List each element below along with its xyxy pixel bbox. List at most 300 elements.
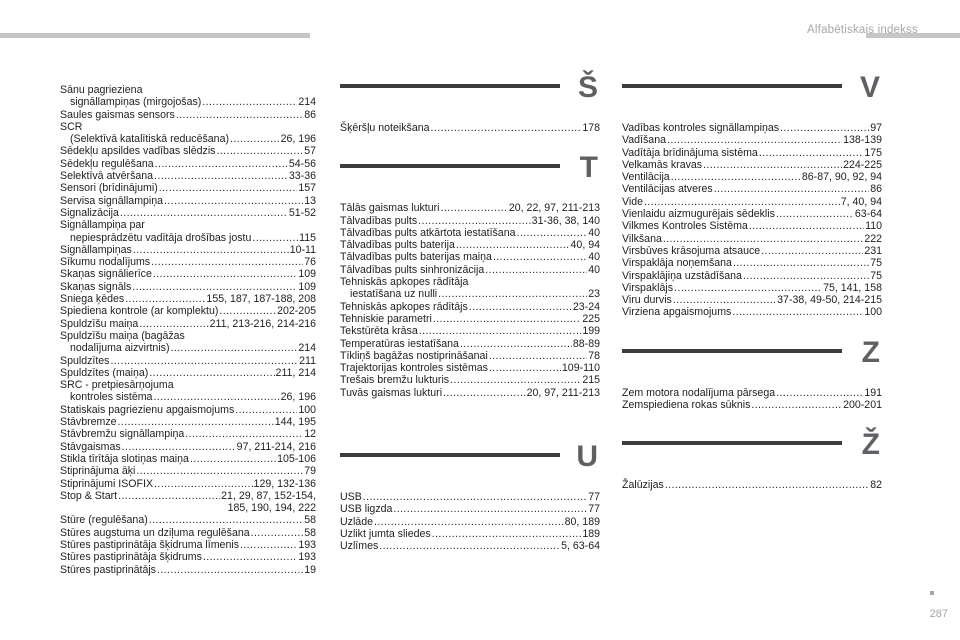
index-entry-pages: 215 bbox=[582, 374, 600, 387]
index-entry bbox=[60, 355, 316, 367]
index-entry-term: Servisa signāllampiņa bbox=[60, 194, 164, 207]
dot-leader bbox=[252, 232, 298, 244]
index-entry-term: Tālvadības pults bbox=[340, 214, 418, 227]
index-entry-term: Skaņas signāls bbox=[60, 280, 132, 293]
index-entry bbox=[60, 391, 316, 403]
index-entry bbox=[60, 527, 316, 539]
index-entry bbox=[340, 239, 600, 251]
index-entry bbox=[340, 362, 600, 374]
section-letter-header bbox=[340, 71, 600, 114]
index-entry-pages: 222 bbox=[864, 232, 882, 245]
dot-leader bbox=[110, 355, 298, 367]
index-entry bbox=[60, 305, 316, 317]
index-entry-term: Stūres pastiprinātāja šķidrums bbox=[60, 551, 202, 564]
index-entry-term: Virziena apgaismojums bbox=[622, 306, 732, 319]
index-column-1 bbox=[60, 84, 316, 576]
dot-leader bbox=[714, 183, 870, 195]
index-entry bbox=[60, 428, 316, 440]
index-entry-term: nepiesprādzētu vadītāja drošības jostu bbox=[70, 231, 252, 244]
index-entry-term: Skaņas signālierīce bbox=[60, 268, 152, 281]
index-entry-pages: 40 bbox=[588, 226, 600, 239]
index-entry-pages: 54-56 bbox=[288, 157, 316, 170]
index-entry-pages: 63-64 bbox=[854, 208, 882, 221]
dot-leader bbox=[671, 171, 801, 183]
index-entry-pages: 157 bbox=[298, 182, 316, 195]
dot-leader bbox=[733, 257, 869, 269]
index-entry bbox=[340, 516, 600, 528]
index-entry-pages: 86 bbox=[304, 108, 316, 121]
dot-leader bbox=[673, 294, 776, 306]
dot-leader bbox=[155, 158, 288, 170]
index-entry-pages: 224-225 bbox=[843, 158, 882, 171]
index-entry-heading: Tehniskās apkopes rādītāja bbox=[340, 276, 469, 289]
index-entry-term: Trajektorijas kontroles sistēmas bbox=[340, 362, 488, 375]
dot-leader bbox=[703, 159, 842, 171]
index-entry bbox=[622, 306, 882, 318]
dot-leader bbox=[157, 564, 303, 576]
index-entry-term: Velkamās kravas bbox=[622, 158, 703, 171]
index-entry-pages: 193 bbox=[298, 551, 316, 564]
index-entry-term: iestatīšana uz nulli bbox=[350, 288, 438, 301]
index-entry bbox=[622, 220, 882, 232]
index-entry bbox=[60, 109, 316, 121]
dot-leader bbox=[743, 270, 869, 282]
dot-leader bbox=[438, 288, 587, 300]
index-entry-pages: 77 bbox=[588, 491, 600, 504]
index-entry bbox=[622, 282, 882, 294]
dot-leader bbox=[153, 391, 279, 403]
index-entry-heading: SCR bbox=[60, 120, 83, 133]
dot-leader bbox=[171, 342, 298, 354]
dot-leader bbox=[240, 539, 297, 551]
index-entry-pages: 109-110 bbox=[561, 362, 600, 375]
index-entry-term: Sniega ķēdes bbox=[60, 293, 125, 306]
index-entry-pages: 189 bbox=[582, 527, 600, 540]
index-entry bbox=[622, 147, 882, 159]
dot-leader bbox=[190, 453, 276, 465]
index-entry bbox=[340, 122, 600, 134]
index-entry-pages: 211, 214 bbox=[275, 366, 316, 379]
index-entry-term: Tekstūrēta krāsa bbox=[340, 325, 418, 338]
index-entry-pages: 23 bbox=[588, 288, 600, 301]
index-entry-term: Stūres pastiprinātāja šķidruma līmenis bbox=[60, 538, 239, 551]
index-entry-term: Stūre (regulēšana) bbox=[60, 514, 148, 527]
dot-leader bbox=[485, 264, 587, 276]
index-entry-term: Virspaklāja noņemšana bbox=[622, 257, 732, 270]
index-entry-pages: 193 bbox=[298, 538, 316, 551]
index-entry-pages: 175 bbox=[864, 146, 882, 159]
index-entry-term: kontroles sistēma bbox=[70, 391, 153, 404]
index-entry-term: Vide bbox=[622, 195, 644, 208]
index-entry-term: (Selektīvā katalītiskā reducēšana) bbox=[70, 133, 229, 146]
index-entry-pages: 20, 22, 97, 211-213 bbox=[508, 202, 600, 215]
header-rule-left bbox=[0, 33, 310, 38]
section-rule bbox=[622, 349, 842, 353]
index-entry-pages: 86-87, 90, 92, 94 bbox=[801, 171, 882, 184]
index-column-3 bbox=[622, 71, 882, 492]
index-entry-term: Vadības kontroles signāllampiņas bbox=[622, 122, 780, 134]
dot-leader bbox=[216, 145, 303, 157]
index-entry-term: Tehniskās apkopes rādītājs bbox=[340, 300, 468, 313]
dot-leader bbox=[644, 196, 840, 208]
dot-leader bbox=[118, 416, 274, 428]
index-entry bbox=[622, 270, 882, 282]
section-spacer bbox=[622, 411, 882, 441]
index-entry-pages: 51-52 bbox=[288, 206, 316, 219]
index-entry-pages: 100 bbox=[864, 306, 882, 319]
index-entry-pages: 26, 196 bbox=[280, 133, 316, 146]
index-entry bbox=[60, 367, 316, 379]
index-entry-continuation: 185, 190, 194, 222 bbox=[227, 502, 316, 515]
index-entry bbox=[340, 374, 600, 386]
index-entry bbox=[60, 281, 316, 293]
index-entry bbox=[60, 232, 316, 244]
index-entry-pages: 40, 94 bbox=[570, 239, 600, 252]
index-entry bbox=[60, 256, 316, 268]
index-entry-pages: 88-89 bbox=[572, 337, 600, 350]
index-entry-term: Stop & Start bbox=[60, 489, 118, 502]
index-entry-term: Uzlikt jumta sliedes bbox=[340, 527, 431, 540]
dot-leader bbox=[151, 256, 303, 268]
index-entry bbox=[60, 170, 316, 182]
index-entry-pages: 129, 132-136 bbox=[253, 477, 316, 490]
dot-leader bbox=[469, 301, 572, 313]
section-rule bbox=[622, 441, 842, 445]
index-entry-term: Sēdekļu regulēšana bbox=[60, 157, 154, 170]
section-letter-header bbox=[622, 428, 882, 471]
dot-leader bbox=[203, 551, 297, 563]
index-entry bbox=[60, 268, 316, 280]
index-entry-pages: 21, 29, 87, 152-154, bbox=[221, 489, 316, 502]
index-entry-pages: 37-38, 49-50, 214-215 bbox=[777, 294, 882, 307]
index-entry-term: signāllampiņas (mirgojošas) bbox=[70, 96, 202, 109]
index-entry-pages: 12 bbox=[304, 428, 316, 441]
section-rule bbox=[340, 453, 560, 457]
index-entry bbox=[622, 479, 882, 491]
dot-leader bbox=[432, 528, 582, 540]
index-entry-term: Sīkumu nodalījums bbox=[60, 256, 151, 269]
index-entry-term: Temperatūras iestatīšana bbox=[340, 337, 459, 350]
index-entry-pages: 86 bbox=[870, 183, 882, 196]
dot-leader bbox=[674, 282, 822, 294]
index-entry-pages: 7, 40, 94 bbox=[840, 195, 882, 208]
dot-leader bbox=[164, 195, 303, 207]
index-entry-pages: 105-106 bbox=[277, 452, 316, 465]
dot-leader bbox=[489, 350, 587, 362]
index-entry-term: Stūres augstuma un dziļuma regulēšana bbox=[60, 526, 250, 539]
index-entry-pages: 109 bbox=[298, 280, 316, 293]
index-column-2 bbox=[340, 71, 600, 553]
index-entry-term: Stiprinājuma āķi bbox=[60, 465, 136, 478]
page-header-title: Alfabētiskais indekss bbox=[807, 24, 918, 36]
index-entry-pages: 110 bbox=[865, 220, 882, 233]
dot-leader bbox=[251, 527, 304, 539]
index-entry-pages: 13 bbox=[304, 194, 316, 207]
index-entry bbox=[340, 540, 600, 552]
index-entry bbox=[622, 122, 882, 134]
index-entry bbox=[60, 133, 316, 145]
section-letter: T bbox=[579, 151, 598, 185]
dot-leader bbox=[133, 244, 289, 256]
section-rule bbox=[340, 164, 560, 168]
index-entry bbox=[60, 318, 316, 330]
index-entry bbox=[60, 453, 316, 465]
dot-leader bbox=[202, 96, 297, 108]
dot-leader bbox=[663, 233, 863, 245]
dot-leader bbox=[433, 313, 581, 325]
dot-leader bbox=[122, 441, 236, 453]
index-entry-pages: 10-11 bbox=[289, 243, 316, 256]
index-entry-term: Zemspiediena rokas sūknis bbox=[622, 399, 751, 412]
section-spacer bbox=[340, 134, 600, 164]
index-entry-pages: 5, 63-64 bbox=[561, 540, 600, 553]
index-entry-pages: 78 bbox=[588, 349, 600, 362]
index-entry-pages: 26, 196 bbox=[280, 391, 316, 404]
index-entry-pages: 199 bbox=[582, 325, 600, 338]
index-entry bbox=[340, 202, 600, 214]
index-entry bbox=[60, 539, 316, 551]
index-entry bbox=[60, 551, 316, 563]
index-entry-term: Vadītāja brīdinājuma sistēma bbox=[622, 146, 758, 159]
index-entry-term: Šķēršļu noteikšana bbox=[340, 122, 430, 134]
index-entry-term: Uzlīmes bbox=[340, 540, 379, 553]
index-entry-term: Tālvadības pults atkārtota iestatīšana bbox=[340, 226, 516, 239]
dot-leader bbox=[441, 202, 508, 214]
index-entry-heading: Signāllampiņa par bbox=[60, 219, 145, 232]
index-entry bbox=[340, 338, 600, 350]
index-entry bbox=[622, 134, 882, 146]
index-entry-term: Spuldzītes bbox=[60, 354, 110, 367]
section-spacer bbox=[622, 319, 882, 349]
index-entry bbox=[60, 478, 316, 490]
index-entry-term: nodalījuma aizvirtnis) bbox=[70, 342, 170, 355]
index-entry-pages: 214 bbox=[298, 342, 316, 355]
index-entry-pages: 138-139 bbox=[843, 134, 882, 147]
index-entry-pages: 40 bbox=[588, 263, 600, 276]
index-entry-pages: 75 bbox=[870, 257, 882, 270]
dot-leader bbox=[517, 227, 588, 239]
index-entry-pages: 20, 97, 211-213 bbox=[526, 386, 600, 399]
index-entry-pages: 178 bbox=[582, 122, 600, 134]
index-entry-term: Tīkliņš bagāžas nostiprināšanai bbox=[340, 349, 488, 362]
dot-leader bbox=[732, 306, 863, 318]
index-entry-term: Vilkmes Kontroles Sistēma bbox=[622, 220, 748, 233]
page-number: 287 bbox=[929, 608, 948, 620]
dot-leader bbox=[120, 207, 288, 219]
dot-leader bbox=[665, 479, 869, 491]
index-entry-term: Virspaklājs bbox=[622, 281, 674, 294]
index-entry-pages: 115 bbox=[299, 231, 316, 244]
index-entry bbox=[622, 196, 882, 208]
index-entry-term: Zem motora nodalījuma pārsega bbox=[622, 386, 776, 399]
index-entry bbox=[622, 159, 882, 171]
index-entry bbox=[60, 416, 316, 428]
index-entry-heading: Spuldzīšu maiņa (bagāžas bbox=[60, 329, 185, 342]
index-entry-term: Virspaklājiņa uzstādīšana bbox=[622, 269, 742, 282]
dot-leader bbox=[751, 399, 842, 411]
index-entry-pages: 58 bbox=[304, 514, 316, 527]
section-letter-header bbox=[340, 440, 600, 483]
index-entry bbox=[60, 564, 316, 576]
section-letter: Š bbox=[577, 71, 598, 104]
index-entry bbox=[340, 301, 600, 313]
section-letter-header bbox=[622, 335, 882, 379]
index-entry-pages: 109 bbox=[298, 268, 316, 281]
index-entry bbox=[622, 245, 882, 257]
section-rule bbox=[340, 84, 560, 88]
dot-leader bbox=[176, 109, 303, 121]
index-entry bbox=[622, 399, 882, 411]
index-entry-term: Spuldzītes (maiņa) bbox=[60, 366, 149, 379]
index-entry-pages: 33-36 bbox=[288, 170, 316, 183]
index-entry bbox=[340, 350, 600, 362]
dot-leader bbox=[456, 239, 570, 251]
index-entry-term: Signāllampiņas bbox=[60, 243, 132, 256]
index-entry-term: Viru durvis bbox=[622, 294, 672, 307]
index-entry-pages: 57 bbox=[304, 145, 316, 158]
dot-leader bbox=[780, 122, 869, 134]
index-entry-term: Spuldzīšu maiņa bbox=[60, 317, 139, 330]
index-entry-pages: 82 bbox=[870, 479, 882, 492]
dot-leader bbox=[185, 428, 303, 440]
index-entry-term: Statiskais pagriezienu apgaismojums bbox=[60, 403, 235, 416]
index-entry bbox=[340, 325, 600, 337]
page-marker-icon bbox=[930, 591, 934, 595]
index-entry bbox=[340, 251, 600, 263]
index-entry-term: Stāvgaismas bbox=[60, 440, 121, 453]
index-entry-pages: 155, 187, 187-188, 208 bbox=[206, 293, 316, 306]
index-entry-term: Spiediena kontrole (ar komplektu) bbox=[60, 305, 219, 318]
index-entry-pages: 79 bbox=[304, 465, 316, 478]
index-entry-term: Stūres pastiprinātājs bbox=[60, 563, 156, 576]
index-entry bbox=[622, 257, 882, 269]
index-entry bbox=[60, 441, 316, 453]
index-entry bbox=[622, 171, 882, 183]
index-entry bbox=[60, 145, 316, 157]
section-letter: V bbox=[859, 71, 880, 104]
index-entry-term: Sēdekļu apsildes vadības slēdzis bbox=[60, 145, 216, 158]
index-entry-pages: 191 bbox=[864, 386, 882, 399]
dot-leader bbox=[154, 170, 288, 182]
section-letter-header bbox=[340, 151, 600, 194]
index-entry-term: Tālās gaismas lukturi bbox=[340, 202, 440, 215]
section-letter: Ž bbox=[861, 428, 880, 462]
dot-leader bbox=[118, 490, 220, 502]
dot-leader bbox=[159, 182, 298, 194]
index-entry-pages: 214 bbox=[298, 96, 316, 109]
dot-leader bbox=[431, 122, 582, 134]
index-entry-term: Tuvās gaismas lukturi bbox=[340, 386, 443, 399]
index-entry bbox=[60, 465, 316, 477]
index-entry bbox=[60, 490, 316, 502]
index-entry-term: Vienlaidu aizmugurējais sēdeklis bbox=[622, 208, 775, 221]
dot-leader bbox=[363, 491, 587, 503]
dot-leader bbox=[139, 318, 208, 330]
index-entry-term: Žalūzijas bbox=[622, 479, 664, 492]
section-letter: Z bbox=[861, 335, 880, 369]
section-letter-header bbox=[622, 71, 882, 114]
dot-leader bbox=[761, 245, 863, 257]
index-entry bbox=[340, 313, 600, 325]
index-entry bbox=[622, 183, 882, 195]
index-entry-pages: 40 bbox=[588, 251, 600, 264]
index-entry-term: Stikla tīrītāja slotiņas maiņa bbox=[60, 452, 189, 465]
index-entry-term: Saules gaismas sensors bbox=[60, 108, 175, 121]
index-entry-term: Ventilācija bbox=[622, 171, 670, 184]
index-entry bbox=[340, 503, 600, 515]
index-entry-term: USB bbox=[340, 491, 362, 504]
index-entry bbox=[60, 195, 316, 207]
index-entry-pages: 100 bbox=[298, 403, 316, 416]
index-entry bbox=[622, 294, 882, 306]
dot-leader bbox=[667, 134, 842, 146]
index-entry-pages: 23-24 bbox=[572, 300, 600, 313]
index-entry-term: Tālvadības pults sinhronizācija bbox=[340, 263, 485, 276]
index-entry bbox=[60, 96, 316, 108]
index-entry-pages: 211, 213-216, 214-216 bbox=[209, 317, 316, 330]
index-entry-term: Selektīvā atvēršana bbox=[60, 170, 154, 183]
index-entry bbox=[60, 342, 316, 354]
index-entry-pages: 19 bbox=[304, 563, 316, 576]
index-entry bbox=[622, 387, 882, 399]
index-entry-term: USB ligzda bbox=[340, 503, 393, 516]
index-entry-pages: 75, 141, 158 bbox=[823, 281, 882, 294]
index-entry bbox=[340, 387, 600, 399]
index-entry-pages: 202-205 bbox=[277, 305, 316, 318]
dot-leader bbox=[489, 362, 561, 374]
dot-leader bbox=[125, 293, 205, 305]
index-entry-term: Uzlāde bbox=[340, 515, 373, 528]
dot-leader bbox=[776, 387, 863, 399]
index-entry bbox=[340, 215, 600, 227]
index-entry-term: Signalizācija bbox=[60, 206, 119, 219]
dot-leader bbox=[154, 478, 253, 490]
index-entry-term: Sensori (brīdinājumi) bbox=[60, 182, 158, 195]
index-entry-term: Vadīšana bbox=[622, 134, 666, 147]
index-entry-term: Stiprinājumi ISOFIX bbox=[60, 477, 154, 490]
index-entry-term: Tehniskie parametri bbox=[340, 312, 432, 325]
index-entry bbox=[340, 264, 600, 276]
dot-leader bbox=[418, 215, 531, 227]
index-entry-pages: 225 bbox=[582, 312, 600, 325]
index-entry-term: Virsbūves krāsojuma atsauce bbox=[622, 244, 761, 257]
index-entry-term: Tālvadības pults baterija bbox=[340, 239, 455, 252]
index-entry-pages: 97, 211-214, 216 bbox=[236, 440, 316, 453]
section-spacer bbox=[340, 399, 600, 453]
dot-leader bbox=[393, 503, 587, 515]
dot-leader bbox=[149, 514, 303, 526]
index-entry-pages: 211 bbox=[299, 354, 316, 367]
index-entry-heading: SRC - pretpiesārņojuma bbox=[60, 379, 174, 392]
dot-leader bbox=[493, 251, 587, 263]
index-entry-term: Trešais bremžu lukturis bbox=[340, 374, 450, 387]
index-entry-pages: 80, 189 bbox=[564, 515, 600, 528]
index-entry-term: Tālvadības pults baterijas maiņa bbox=[340, 251, 492, 264]
dot-leader bbox=[379, 540, 560, 552]
dot-leader bbox=[374, 516, 564, 528]
index-entry-heading: Sānu pagrieziena bbox=[60, 84, 143, 96]
index-entry-pages: 75 bbox=[870, 269, 882, 282]
index-entry-term: Stāvbremze bbox=[60, 416, 117, 429]
dot-leader bbox=[419, 325, 582, 337]
index-entry-pages: 58 bbox=[304, 526, 316, 539]
index-entry-pages: 144, 195 bbox=[274, 416, 316, 429]
index-entry bbox=[340, 528, 600, 540]
index-entry bbox=[60, 404, 316, 416]
dot-leader bbox=[136, 465, 303, 477]
index-entry-pages: 77 bbox=[588, 503, 600, 516]
dot-leader bbox=[776, 208, 854, 220]
